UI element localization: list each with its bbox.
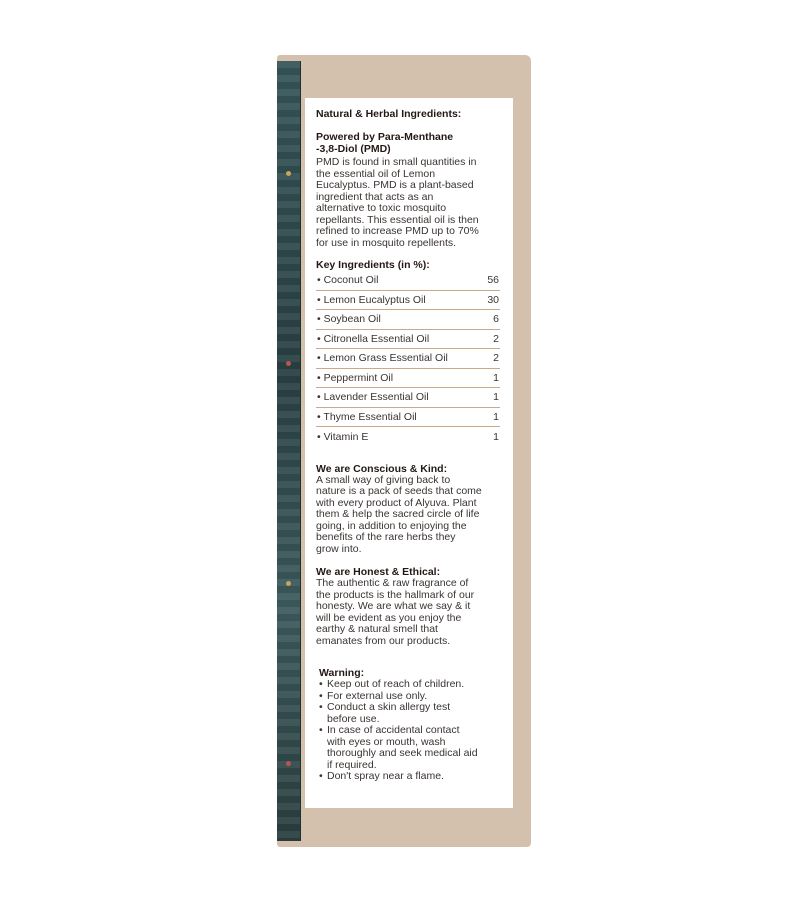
ingredient-percent: 1 [493,371,499,384]
pmd-text-line: ingredient that acts as an [316,190,434,203]
warning-line: Conduct a skin allergy test [327,701,451,713]
ingredient-name: • Peppermint Oil [317,371,394,384]
warning-list [316,679,513,783]
ingredient-percent: 6 [493,313,499,326]
honest-text-line: will be evident as you enjoy the [316,611,462,624]
side-strip-dot [286,761,291,766]
ingredient-percent: 30 [487,293,499,306]
ingredient-name: • Citronella Essential Oil [317,332,430,345]
ingredient-percent: 2 [493,332,499,345]
ingredient-row [316,310,500,330]
warning-line: thoroughly and seek medical aid [327,747,478,759]
ingredient-name: • Lemon Eucalyptus Oil [317,293,426,306]
conscious-text-line: A small way of giving back to [316,473,451,486]
pmd-heading-line1: Powered by Para-Menthane [316,131,454,143]
ingredient-name: • Lavender Essential Oil [317,391,429,404]
ingredient-row [316,291,500,311]
conscious-text-line: nature is a pack of seeds that come [316,485,482,497]
ingredients-label [305,98,513,808]
warning-line: before use. [327,712,380,725]
ingredient-row [316,408,500,428]
warning-heading: Warning: [319,667,365,679]
ingredient-percent: 1 [493,410,499,423]
warning-item: • Keep out of reach of children. [319,678,465,690]
pmd-text-line: alternative to toxic mosquito [316,202,447,214]
warning-item: • In case of accidental contact with eyes or mouth, wash thoroughly and seek medical aid if required. [319,724,478,771]
warning-item: • Conduct a skin allergy test before use. [319,701,451,725]
ingredient-name: • Thyme Essential Oil [317,410,417,423]
warning-item: • For external use only. [319,689,428,702]
honest-text-line: honesty. We are what we say & it [316,600,471,612]
box-side-strip [277,61,301,841]
ingredient-name: • Lemon Grass Essential Oil [317,352,448,365]
ingredient-row [316,330,500,350]
ingredient-row [316,427,500,447]
pmd-text-line: for use in mosquito repellents. [316,236,457,249]
pmd-text-line: the essential oil of Lemon [316,167,436,180]
warning-item: • Don't spray near a flame. [319,770,444,782]
warning-line: Keep out of reach of children. [327,678,465,690]
ingredient-percent: 1 [493,391,499,404]
warning-line: if required. [327,758,377,771]
ingredient-row [316,369,500,389]
pmd-text-line: PMD is found in small quantities in [316,156,477,168]
natural-ingredients-heading: Natural & Herbal Ingredients: [316,108,462,120]
conscious-text-line: them & help the sacred circle of life [316,508,480,520]
ingredient-row [316,388,500,408]
ingredient-name: • Soybean Oil [317,313,381,326]
side-strip-dot [286,171,291,176]
key-ingredients-heading: Key Ingredients (in %): [316,259,430,271]
warning-line: In case of accidental contact [327,724,460,736]
ingredient-percent: 1 [493,430,499,443]
side-strip-dot [286,361,291,366]
ingredient-name: • Vitamin E [317,430,369,443]
honest-text-line: The authentic & raw fragrance of [316,577,469,589]
ingredients-table [316,271,500,447]
honest-text-line: earthy & natural smell that [316,623,438,635]
ingredient-percent: 56 [487,274,499,287]
honest-heading: We are Honest & Ethical: [316,566,441,578]
pmd-text-line: refined to increase PMD up to 70% [316,225,479,237]
conscious-text-line: going, in addition to enjoying the [316,519,467,532]
warning-line: For external use only. [327,689,428,702]
conscious-heading: We are Conscious & Kind: [316,462,448,475]
conscious-text-line: grow into. [316,542,362,555]
ingredient-name: • Coconut Oil [317,274,379,287]
honest-text-line: emanates from our products. [316,634,451,647]
ingredient-row [316,349,500,369]
ingredient-percent: 2 [493,352,499,365]
pmd-text-line: repellants. This essential oil is then [316,213,479,226]
warning-line: with eyes or mouth, wash [327,735,446,748]
conscious-text-line: benefits of the rare herbs they [316,531,456,543]
honest-text-line: the products is the hallmark of our [316,588,475,601]
conscious-text-line: with every product of Alyuva. Plant [316,496,477,509]
pmd-heading-line2: -3,8-Diol (PMD) [316,143,391,155]
pmd-text-line: Eucalyptus. PMD is a plant-based [316,179,474,191]
warning-line: Don't spray near a flame. [327,770,444,782]
ingredient-row [316,271,500,291]
side-strip-dot [286,581,291,586]
